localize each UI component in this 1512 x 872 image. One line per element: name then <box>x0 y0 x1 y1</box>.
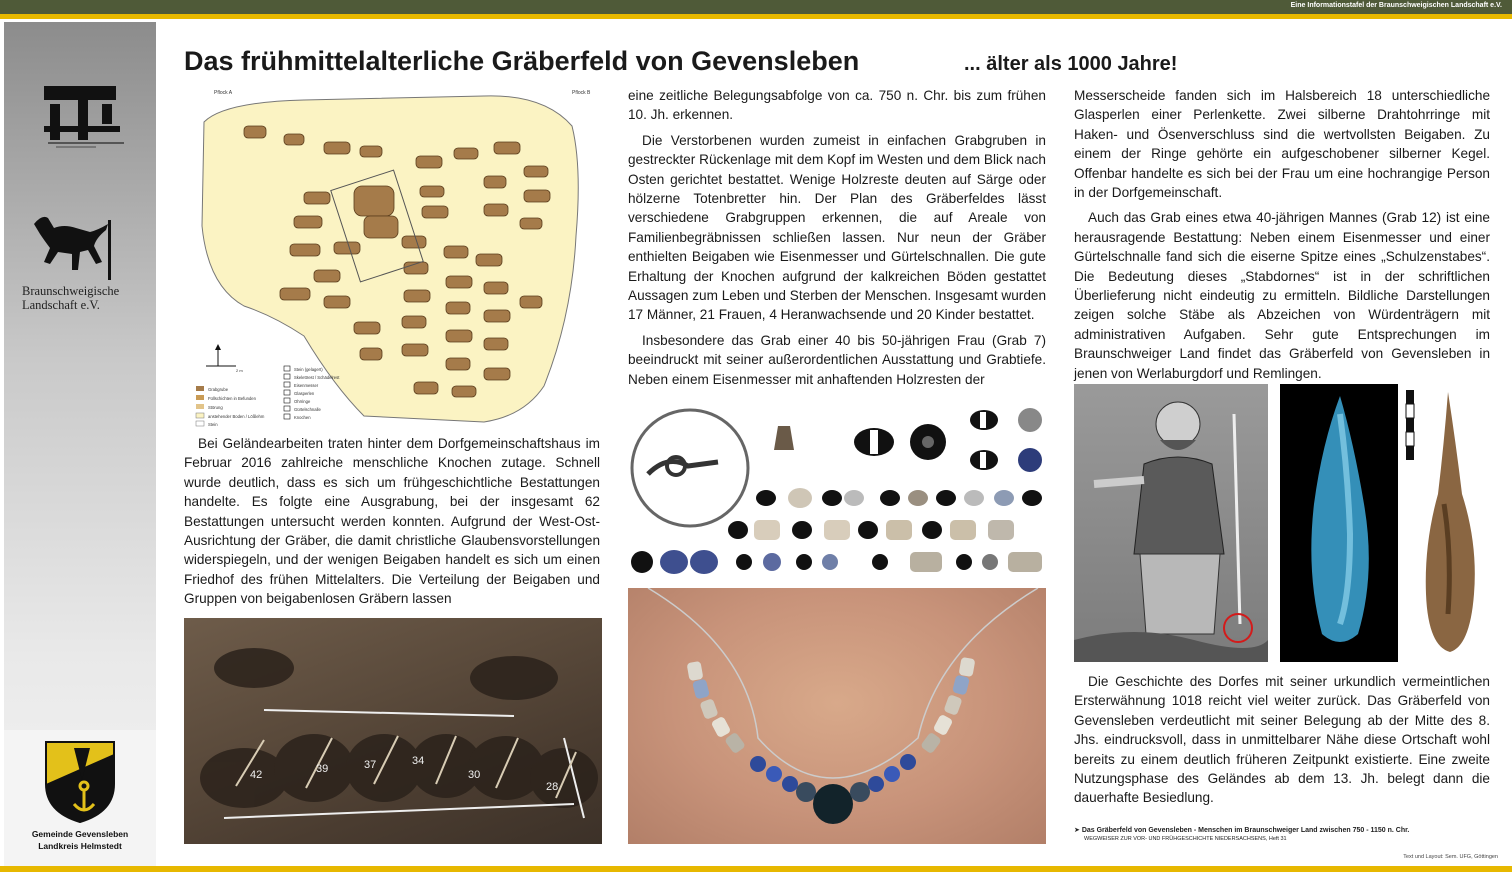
coat-of-arms-icon <box>44 740 116 824</box>
grave-number: 28 <box>546 781 559 793</box>
grave-number: 34 <box>412 755 425 767</box>
medieval-figure-drawing <box>1074 384 1268 662</box>
legend-item: Füllschichten in Befunden <box>208 396 256 401</box>
reference-series: WEGWEISER ZUR VOR- UND FRÜHGESCHICHTE NIEDERSACHSENS, Heft 31 <box>1084 836 1287 842</box>
reference-title: Das Gräberfeld von Gevensleben <box>1081 827 1192 834</box>
excavation-photo <box>184 618 602 844</box>
grave-number: 39 <box>316 763 329 775</box>
page-title: Das frühmittelalterliche Gräberfeld von Gevensleben <box>184 46 860 76</box>
column1-text <box>184 434 600 609</box>
top-accent-line <box>0 14 1512 19</box>
map-label-b: Pflock B <box>572 90 591 96</box>
header-tagline: Eine Informationstafel der Braunschweigischen Landschaft e.V. <box>1290 2 1502 9</box>
necklace-photo <box>628 588 1046 844</box>
legend-item: Eisenmesser <box>294 383 319 388</box>
book-reference <box>1074 826 1494 844</box>
column3-paragraph1: Messerscheide fanden sich im Halsbereich 18 unterschiedliche Glasperlen einer Perlenkette. Zwei silberne Drahtohrringe mit Haken- und Ösenverschluss sind die wertvollsten Beigaben. Zu einem der Ringe gehörte ein aufgeschobener silberner Kegel. Offenbar handelte es sich bei der Frau um eine hochrangige Person in der Dorfgemeinschaft. <box>1074 88 1490 201</box>
page-subtitle: ... älter als 1000 Jahre! <box>964 53 1178 75</box>
column2-text <box>628 86 1046 389</box>
logo-caption: Braunschweigische Landschaft e.V. <box>22 284 120 312</box>
horse-logo-icon <box>24 210 114 280</box>
reference-bullet-icon: ➤ <box>1074 827 1082 834</box>
bottom-accent-line <box>0 866 1512 872</box>
legend-item: Stein <box>208 422 218 427</box>
archaeology-logo-icon <box>44 86 128 150</box>
column3-paragraph2: Auch das Grab eines etwa 40-jährigen Mannes (Grab 12) ist eine herausragende Bestattung: Neben einem Eisenmesser und einer Gürtelschnalle fand sich die eiserne Spitze eines „Schulzenstabes“. Die Bedeutung dieses „Stabdornes“ ist in der schriftlichen Überlieferung nicht eindeutig zu ermitteln. Bildliche Darstellungen zeigen solche Stäbe als Abzeichen von Würdenträgern mit administrativen Aufgaben. Sehr gute Entsprechungen im Braunschweiger Land findet das Gräberfeld von Gevensleben in jenen von Werlaburgdorf und Remlingen. <box>1074 210 1490 381</box>
legend-item: Ohrringe <box>294 399 311 404</box>
municipality-line1: Gemeinde Gevensleben <box>31 829 129 839</box>
column3-text-lower <box>1074 672 1490 808</box>
xray-staff-tip <box>1280 384 1398 662</box>
legend-item: Störung <box>208 405 223 410</box>
column3-text <box>1074 86 1490 383</box>
legend-item: Knochen <box>294 415 311 420</box>
grave-goods-photo <box>628 404 1048 582</box>
legend-item: Grabgrube <box>208 387 229 392</box>
grave-number: 37 <box>364 759 377 771</box>
column2-paragraph2: Die Verstorbenen wurden zumeist in einfachen Grabgruben in gestreckter Rückenlage mit dem Kopf im Westen und dem Blick nach Osten gerichtet bestattet. Wenige Holzreste deuten auf Särge oder hölzerne Totenbretter hin. Der Plan des Gräberfeldes lässt verschiedene Grabgruppen erkennen, die auf Areale von Familienbegräbnissen schließen lassen. Nur neun der Gräber enthielten Beigaben wie Eisenmesser und Gürtelschnallen. Die gute Erhaltung der Knochen aufgrund der kalkreichen Böden gestattet Aussagen zum Leben und Sterben der Menschen. Insgesamt wurden 17 Männer, 21 Frauen, 4 Heranwachsende und 20 Kinder bestattet. <box>628 132 1046 323</box>
column2-paragraph1: eine zeitliche Belegungsabfolge von ca. 750 n. Chr. bis zum frühen 10. Jh. erkennen. <box>628 88 1046 123</box>
layout-credit: Text und Layout: Sem. UFG, Göttingen <box>1403 854 1498 860</box>
legend-item: Gürtelschnalle <box>294 407 321 412</box>
reference-subtitle: - Menschen im Braunschweiger Land zwischen 750 - 1150 n. Chr. <box>1191 827 1410 834</box>
cemetery-map <box>184 86 604 430</box>
staff-tip-photo <box>1404 384 1500 662</box>
map-scale: 2 m <box>236 368 243 373</box>
legend-item: Skelettrest / Schädelrest <box>294 375 340 380</box>
municipality-line2: Landkreis Helmstedt <box>38 841 122 851</box>
legend-item: Stein (gelagert) <box>294 367 323 372</box>
legend-item: anstehender Boden / Lößlehm <box>208 414 265 419</box>
column3-paragraph3: Die Geschichte des Dorfes mit seiner urkundlich vermeintlichen Ersterwähnung 1018 reicht viel weiter zurück. Das Gräberfeld von Gevensleben verdeutlicht mit seiner Belegung ab der Mitte des 8. Jhs. eindrucksvoll, dass in unmittelbarer Nähe diese Ortschaft wohl bereits zu einem deutlich früheren Zeitpunkt existierte. Eine zweite Nutzungsphase des Geländes ab dem 13. Jh. belegt dann die dauerhafte Besiedlung. <box>1074 674 1490 806</box>
municipality-name <box>10 828 150 852</box>
map-label-a: Pflock A <box>214 90 233 96</box>
top-bar <box>0 0 1512 14</box>
legend-item: Glasperlen <box>294 391 315 396</box>
column1-paragraph1: Bei Geländearbeiten traten hinter dem Dorfgemeinschaftshaus im Februar 2016 zahlreiche menschliche Knochen zutage. Schnell wurde deutlich, dass es sich um frühgeschichtliche Bestattungen handelte. Es folgte eine Ausgrabung, bei der insgesamt 62 Bestattungen untersucht werden konnten. Aufgrund der West-Ost-Ausrichtung der Gräber, die damit christliche Glaubensvorstellungen widerspiegeln, und der wenigen Beigaben handelt es sich um einen Friedhof des frühen Mittelalters. Die Verteilung der Beigaben und Gruppen von beigabenlosen Gräbern lassen <box>184 436 600 607</box>
column2-paragraph3: Insbesondere das Grab einer 40 bis 50-jährigen Frau (Grab 7) beeindruckt mit seiner außerordentlichen Ausstattung und Grabtiefe. Neben einem Eisenmesser mit anhaftenden Holzresten der <box>628 332 1046 387</box>
grave-number: 30 <box>468 769 481 781</box>
grave-number: 42 <box>250 769 263 781</box>
